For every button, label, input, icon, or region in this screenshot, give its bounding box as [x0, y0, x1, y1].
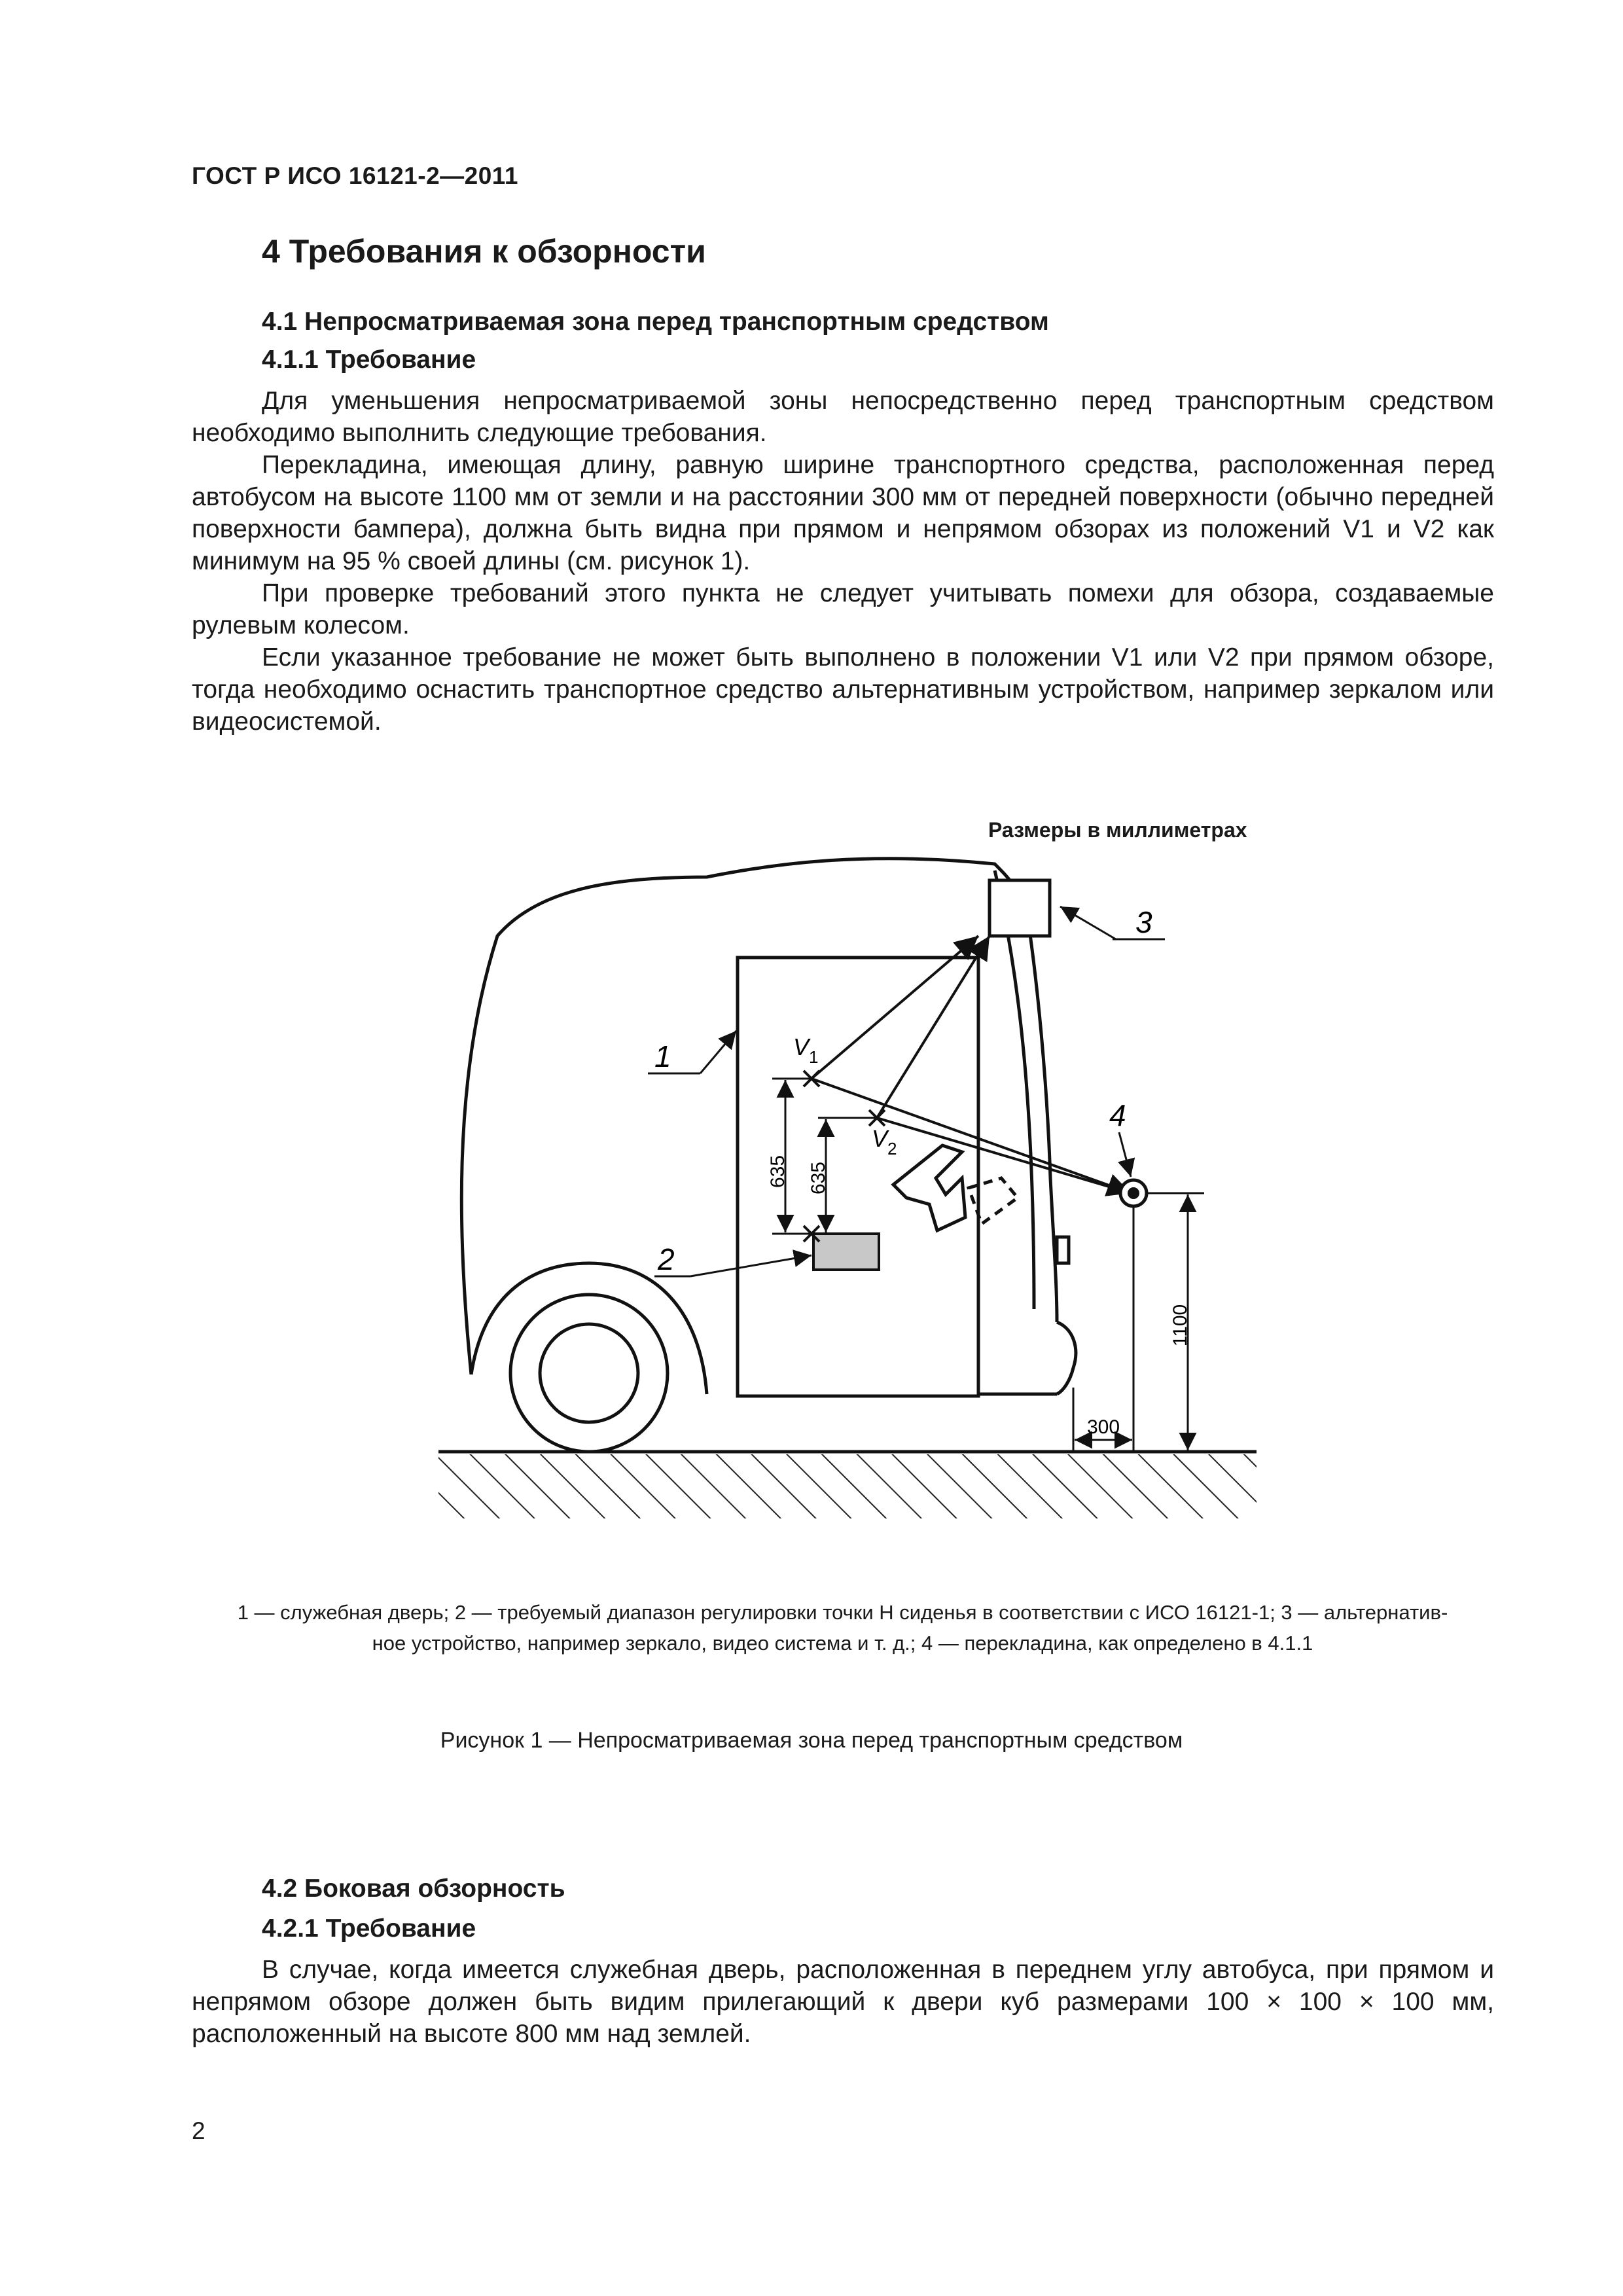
crossbar-marker — [1120, 1180, 1147, 1206]
paragraph: Для уменьшения непросматриваемой зоны непосредственно перед транспортным средством необходимо выполнить следующие требования. — [192, 387, 1494, 447]
dim-1100: 1100 — [1169, 1304, 1191, 1347]
section-4-2-1-body — [192, 1954, 1494, 2050]
paragraph: При проверке требований этого пункта не следует учитывать помехи для обзора, создаваемые рулевым колесом. — [192, 579, 1494, 639]
ground — [438, 1452, 1257, 1518]
v1-subscript: 1 — [809, 1047, 819, 1067]
section-4-1-1-heading: 4.1.1 Требование — [262, 346, 476, 374]
section-4-heading: 4 Требования к обзорности — [262, 233, 706, 270]
units-note: Размеры в миллиметрах — [988, 818, 1247, 842]
figure-caption: Рисунок 1 — Непросматриваемая зона перед транспортным средством — [440, 1728, 1183, 1753]
callout-3: 3 — [1135, 905, 1152, 939]
paragraph: Если указанное требование не может быть выполнено в положении V1 или V2 при прямом обзоре, тогда необходимо оснастить транспортное средство альтернативным устройством, например зеркалом или видеосистемой. — [192, 643, 1494, 736]
section-4-1-heading: 4.1 Непросматриваемая зона перед транспортным средством — [262, 308, 1049, 336]
front-wheel — [471, 1263, 707, 1452]
section-4-2-heading: 4.2 Боковая обзорность — [262, 1874, 565, 1903]
paragraph: Перекладина, имеющая длину, равную ширине транспортного средства, расположенная перед автобусом на высоте 1100 мм от земли и на расстоянии 300 мм от передней поверхности (обычно передней поверхности бампера), должна быть видна при прямом и непрямом обзорах из положений V1 и V2 как минимум на 95 % своей длины (см. рисунок 1). — [192, 451, 1494, 575]
v1-label: V — [793, 1033, 810, 1060]
v2-label: V — [872, 1125, 888, 1152]
dim-635-a: 635 — [767, 1155, 789, 1189]
legend-line: ное устройство, например зеркало, видео система и т. д.; 4 — перекладина, как определено в 4.1.1 — [372, 1632, 1313, 1655]
callout-1: 1 — [654, 1039, 671, 1073]
dim-300: 300 — [1086, 1416, 1120, 1438]
alternative-device-box — [990, 880, 1050, 936]
seat-adjustment-range — [813, 1234, 879, 1270]
callout-4: 4 — [1109, 1098, 1126, 1132]
legend-line: 1 — служебная дверь; 2 — требуемый диапазон регулировки точки H сиденья в соответствии с ИСО 16121-1; 3 — альтернатив- — [237, 1601, 1448, 1624]
dim-635-b: 635 — [808, 1161, 829, 1195]
callout-2: 2 — [658, 1242, 675, 1276]
paragraph: В случае, когда имеется служебная дверь, расположенная в переднем углу автобуса, при прямом и непрямом обзоре должен быть видим прилегающий к двери куб размерами 100 × 100 × 100 мм, расположенный на высоте 800 мм над землей. — [192, 1956, 1494, 2048]
page-number: 2 — [192, 2117, 205, 2144]
document-header: ГОСТ Р ИСО 16121-2—2011 — [192, 162, 518, 189]
figure-legend — [190, 1597, 1495, 1659]
v2-subscript: 2 — [887, 1139, 897, 1158]
section-4-2-1-heading: 4.2.1 Требование — [262, 1914, 476, 1943]
